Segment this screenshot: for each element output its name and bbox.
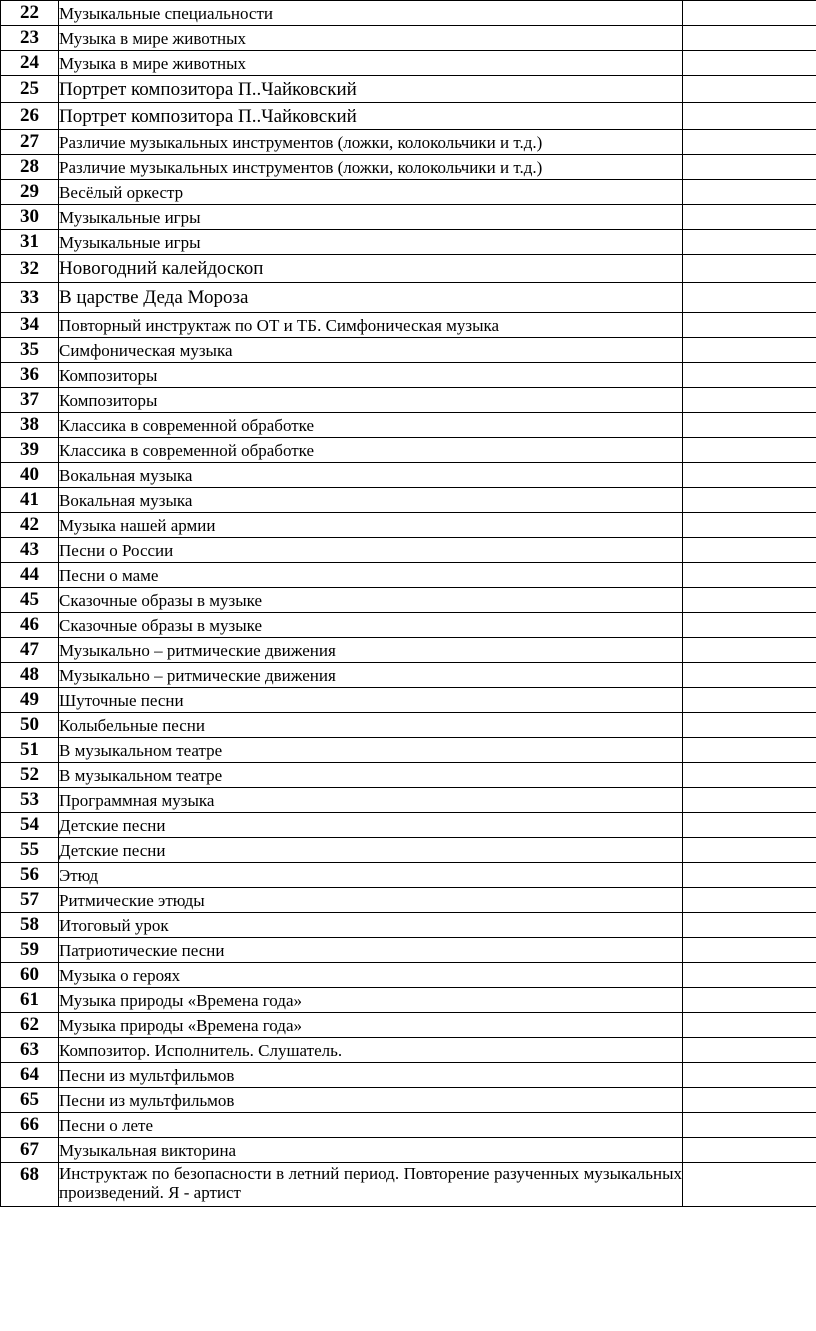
lesson-number: 57 bbox=[1, 888, 59, 913]
table-row bbox=[1, 613, 816, 638]
lesson-number: 41 bbox=[1, 488, 59, 513]
lesson-topic: Песни о маме bbox=[59, 563, 683, 588]
lesson-number: 24 bbox=[1, 51, 59, 76]
table-row bbox=[1, 538, 816, 563]
lesson-number: 50 bbox=[1, 713, 59, 738]
lesson-topic: Музыкальная викторина bbox=[59, 1138, 683, 1163]
lesson-topic: Музыкальные специальности bbox=[59, 1, 683, 26]
lesson-number: 36 bbox=[1, 363, 59, 388]
table-row bbox=[1, 863, 816, 888]
table-row bbox=[1, 738, 816, 763]
lesson-number: 37 bbox=[1, 388, 59, 413]
lesson-date-cell bbox=[683, 1038, 816, 1063]
lesson-date-cell bbox=[683, 763, 816, 788]
table-row bbox=[1, 255, 816, 283]
lesson-number: 30 bbox=[1, 205, 59, 230]
lesson-number: 51 bbox=[1, 738, 59, 763]
lesson-date-cell bbox=[683, 938, 816, 963]
lesson-date-cell bbox=[683, 1113, 816, 1138]
lesson-number: 58 bbox=[1, 913, 59, 938]
lesson-topic: Этюд bbox=[59, 863, 683, 888]
lesson-date-cell bbox=[683, 513, 816, 538]
table-row bbox=[1, 413, 816, 438]
lesson-topic: Патриотические песни bbox=[59, 938, 683, 963]
lesson-topic: Портрет композитора П..Чайковский bbox=[59, 76, 683, 103]
lesson-topic: Композитор. Исполнитель. Слушатель. bbox=[59, 1038, 683, 1063]
lesson-date-cell bbox=[683, 338, 816, 363]
lesson-number: 66 bbox=[1, 1113, 59, 1138]
lesson-date-cell bbox=[683, 963, 816, 988]
lesson-number: 43 bbox=[1, 538, 59, 563]
table-row bbox=[1, 1138, 816, 1163]
lesson-topic: Инструктаж по безопасности в летний период. Повторение разученных музыкальных произведений. Я - артист bbox=[59, 1163, 683, 1207]
lesson-date-cell bbox=[683, 663, 816, 688]
table-row bbox=[1, 763, 816, 788]
lesson-number: 47 bbox=[1, 638, 59, 663]
table-row bbox=[1, 230, 816, 255]
table-row bbox=[1, 638, 816, 663]
lessons-table-body bbox=[1, 1, 816, 1207]
lesson-number: 65 bbox=[1, 1088, 59, 1113]
lesson-date-cell bbox=[683, 638, 816, 663]
table-row bbox=[1, 513, 816, 538]
lesson-number: 42 bbox=[1, 513, 59, 538]
lesson-topic: Сказочные образы в музыке bbox=[59, 588, 683, 613]
table-row bbox=[1, 338, 816, 363]
lesson-number: 25 bbox=[1, 76, 59, 103]
table-row bbox=[1, 103, 816, 130]
lesson-number: 22 bbox=[1, 1, 59, 26]
lesson-date-cell bbox=[683, 205, 816, 230]
lesson-number: 28 bbox=[1, 155, 59, 180]
lesson-date-cell bbox=[683, 788, 816, 813]
lesson-number: 48 bbox=[1, 663, 59, 688]
lesson-number: 53 bbox=[1, 788, 59, 813]
lesson-topic: Портрет композитора П..Чайковский bbox=[59, 103, 683, 130]
table-row bbox=[1, 688, 816, 713]
table-row bbox=[1, 205, 816, 230]
lesson-number: 40 bbox=[1, 463, 59, 488]
lesson-topic: Музыкальные игры bbox=[59, 230, 683, 255]
lesson-number: 33 bbox=[1, 283, 59, 313]
lesson-number: 56 bbox=[1, 863, 59, 888]
lesson-date-cell bbox=[683, 613, 816, 638]
lesson-number: 34 bbox=[1, 313, 59, 338]
table-row bbox=[1, 1038, 816, 1063]
lesson-topic: В музыкальном театре bbox=[59, 763, 683, 788]
table-row bbox=[1, 1088, 816, 1113]
lesson-date-cell bbox=[683, 738, 816, 763]
lesson-topic: Различие музыкальных инструментов (ложки, колокольчики и т.д.) bbox=[59, 130, 683, 155]
lesson-date-cell bbox=[683, 130, 816, 155]
table-row bbox=[1, 76, 816, 103]
lesson-topic: Музыка природы «Времена года» bbox=[59, 1013, 683, 1038]
table-row bbox=[1, 1113, 816, 1138]
table-row bbox=[1, 838, 816, 863]
lesson-date-cell bbox=[683, 230, 816, 255]
lesson-topic: Музыка нашей армии bbox=[59, 513, 683, 538]
lesson-date-cell bbox=[683, 1013, 816, 1038]
table-row bbox=[1, 938, 816, 963]
lesson-topic: Композиторы bbox=[59, 363, 683, 388]
lesson-topic: Музыкально – ритмические движения bbox=[59, 638, 683, 663]
lesson-number: 38 bbox=[1, 413, 59, 438]
lesson-date-cell bbox=[683, 888, 816, 913]
lesson-number: 29 bbox=[1, 180, 59, 205]
lesson-number: 61 bbox=[1, 988, 59, 1013]
lesson-date-cell bbox=[683, 688, 816, 713]
lesson-topic: Весёлый оркестр bbox=[59, 180, 683, 205]
lesson-topic: Различие музыкальных инструментов (ложки, колокольчики и т.д.) bbox=[59, 155, 683, 180]
table-row bbox=[1, 1013, 816, 1038]
table-row bbox=[1, 563, 816, 588]
lesson-topic: Музыкально – ритмические движения bbox=[59, 663, 683, 688]
lesson-date-cell bbox=[683, 813, 816, 838]
lesson-number: 55 bbox=[1, 838, 59, 863]
lesson-number: 64 bbox=[1, 1063, 59, 1088]
lesson-date-cell bbox=[683, 588, 816, 613]
lesson-number: 27 bbox=[1, 130, 59, 155]
lesson-topic: Сказочные образы в музыке bbox=[59, 613, 683, 638]
lesson-topic: В царстве Деда Мороза bbox=[59, 283, 683, 313]
lesson-date-cell bbox=[683, 563, 816, 588]
lesson-topic: Классика в современной обработке bbox=[59, 413, 683, 438]
lesson-date-cell bbox=[683, 1088, 816, 1113]
lesson-number: 59 bbox=[1, 938, 59, 963]
lesson-date-cell bbox=[683, 26, 816, 51]
lesson-date-cell bbox=[683, 255, 816, 283]
lesson-topic: Итоговый урок bbox=[59, 913, 683, 938]
lesson-date-cell bbox=[683, 713, 816, 738]
lesson-number: 46 bbox=[1, 613, 59, 638]
lesson-number: 35 bbox=[1, 338, 59, 363]
table-row bbox=[1, 51, 816, 76]
table-row bbox=[1, 588, 816, 613]
lesson-date-cell bbox=[683, 1138, 816, 1163]
table-row bbox=[1, 388, 816, 413]
table-row bbox=[1, 438, 816, 463]
lesson-number: 68 bbox=[1, 1163, 59, 1207]
lesson-number: 49 bbox=[1, 688, 59, 713]
table-row bbox=[1, 1163, 816, 1207]
lesson-number: 31 bbox=[1, 230, 59, 255]
lesson-number: 54 bbox=[1, 813, 59, 838]
lesson-date-cell bbox=[683, 863, 816, 888]
table-row bbox=[1, 155, 816, 180]
lesson-date-cell bbox=[683, 838, 816, 863]
lesson-topic: В музыкальном театре bbox=[59, 738, 683, 763]
table-row bbox=[1, 913, 816, 938]
table-row bbox=[1, 313, 816, 338]
lesson-date-cell bbox=[683, 51, 816, 76]
table-row bbox=[1, 180, 816, 205]
lesson-date-cell bbox=[683, 283, 816, 313]
lesson-topic: Повторный инструктаж по ОТ и ТБ. Симфоническая музыка bbox=[59, 313, 683, 338]
lesson-number: 26 bbox=[1, 103, 59, 130]
lesson-topic: Песни о России bbox=[59, 538, 683, 563]
lesson-topic: Песни о лете bbox=[59, 1113, 683, 1138]
lesson-date-cell bbox=[683, 363, 816, 388]
lesson-topic: Детские песни bbox=[59, 838, 683, 863]
lesson-topic: Музыка о героях bbox=[59, 963, 683, 988]
lesson-date-cell bbox=[683, 538, 816, 563]
table-row bbox=[1, 488, 816, 513]
lesson-topic: Песни из мультфильмов bbox=[59, 1088, 683, 1113]
lesson-number: 67 bbox=[1, 1138, 59, 1163]
table-row bbox=[1, 1, 816, 26]
lesson-date-cell bbox=[683, 438, 816, 463]
lesson-number: 60 bbox=[1, 963, 59, 988]
lesson-number: 44 bbox=[1, 563, 59, 588]
lesson-topic: Симфоническая музыка bbox=[59, 338, 683, 363]
lesson-topic: Ритмические этюды bbox=[59, 888, 683, 913]
table-row bbox=[1, 363, 816, 388]
lesson-number: 62 bbox=[1, 1013, 59, 1038]
lesson-topic: Новогодний калейдоскоп bbox=[59, 255, 683, 283]
lesson-topic: Музыкальные игры bbox=[59, 205, 683, 230]
lesson-date-cell bbox=[683, 1063, 816, 1088]
table-row bbox=[1, 463, 816, 488]
lesson-date-cell bbox=[683, 313, 816, 338]
table-row bbox=[1, 888, 816, 913]
lesson-date-cell bbox=[683, 413, 816, 438]
lesson-date-cell bbox=[683, 180, 816, 205]
table-row bbox=[1, 283, 816, 313]
lesson-number: 52 bbox=[1, 763, 59, 788]
lesson-number: 23 bbox=[1, 26, 59, 51]
lesson-date-cell bbox=[683, 988, 816, 1013]
lesson-topic: Музыка в мире животных bbox=[59, 51, 683, 76]
lesson-topic: Композиторы bbox=[59, 388, 683, 413]
lesson-date-cell bbox=[683, 103, 816, 130]
table-row bbox=[1, 988, 816, 1013]
lesson-date-cell bbox=[683, 913, 816, 938]
lesson-topic: Вокальная музыка bbox=[59, 488, 683, 513]
table-row bbox=[1, 813, 816, 838]
lesson-number: 32 bbox=[1, 255, 59, 283]
table-row bbox=[1, 130, 816, 155]
lesson-topic: Песни из мультфильмов bbox=[59, 1063, 683, 1088]
lesson-date-cell bbox=[683, 76, 816, 103]
lesson-number: 63 bbox=[1, 1038, 59, 1063]
lesson-topic: Шуточные песни bbox=[59, 688, 683, 713]
table-row bbox=[1, 713, 816, 738]
lesson-topic: Музыка в мире животных bbox=[59, 26, 683, 51]
lesson-topic: Детские песни bbox=[59, 813, 683, 838]
lesson-date-cell bbox=[683, 1163, 816, 1207]
lesson-topic: Колыбельные песни bbox=[59, 713, 683, 738]
lesson-date-cell bbox=[683, 155, 816, 180]
lesson-number: 39 bbox=[1, 438, 59, 463]
lesson-topic: Музыка природы «Времена года» bbox=[59, 988, 683, 1013]
table-row bbox=[1, 963, 816, 988]
lesson-date-cell bbox=[683, 488, 816, 513]
lesson-topic: Вокальная музыка bbox=[59, 463, 683, 488]
lesson-topic: Программная музыка bbox=[59, 788, 683, 813]
lesson-date-cell bbox=[683, 1, 816, 26]
lesson-number: 45 bbox=[1, 588, 59, 613]
lesson-date-cell bbox=[683, 388, 816, 413]
table-row bbox=[1, 26, 816, 51]
lesson-date-cell bbox=[683, 463, 816, 488]
table-row bbox=[1, 788, 816, 813]
table-row bbox=[1, 663, 816, 688]
table-row bbox=[1, 1063, 816, 1088]
lesson-topic: Классика в современной обработке bbox=[59, 438, 683, 463]
